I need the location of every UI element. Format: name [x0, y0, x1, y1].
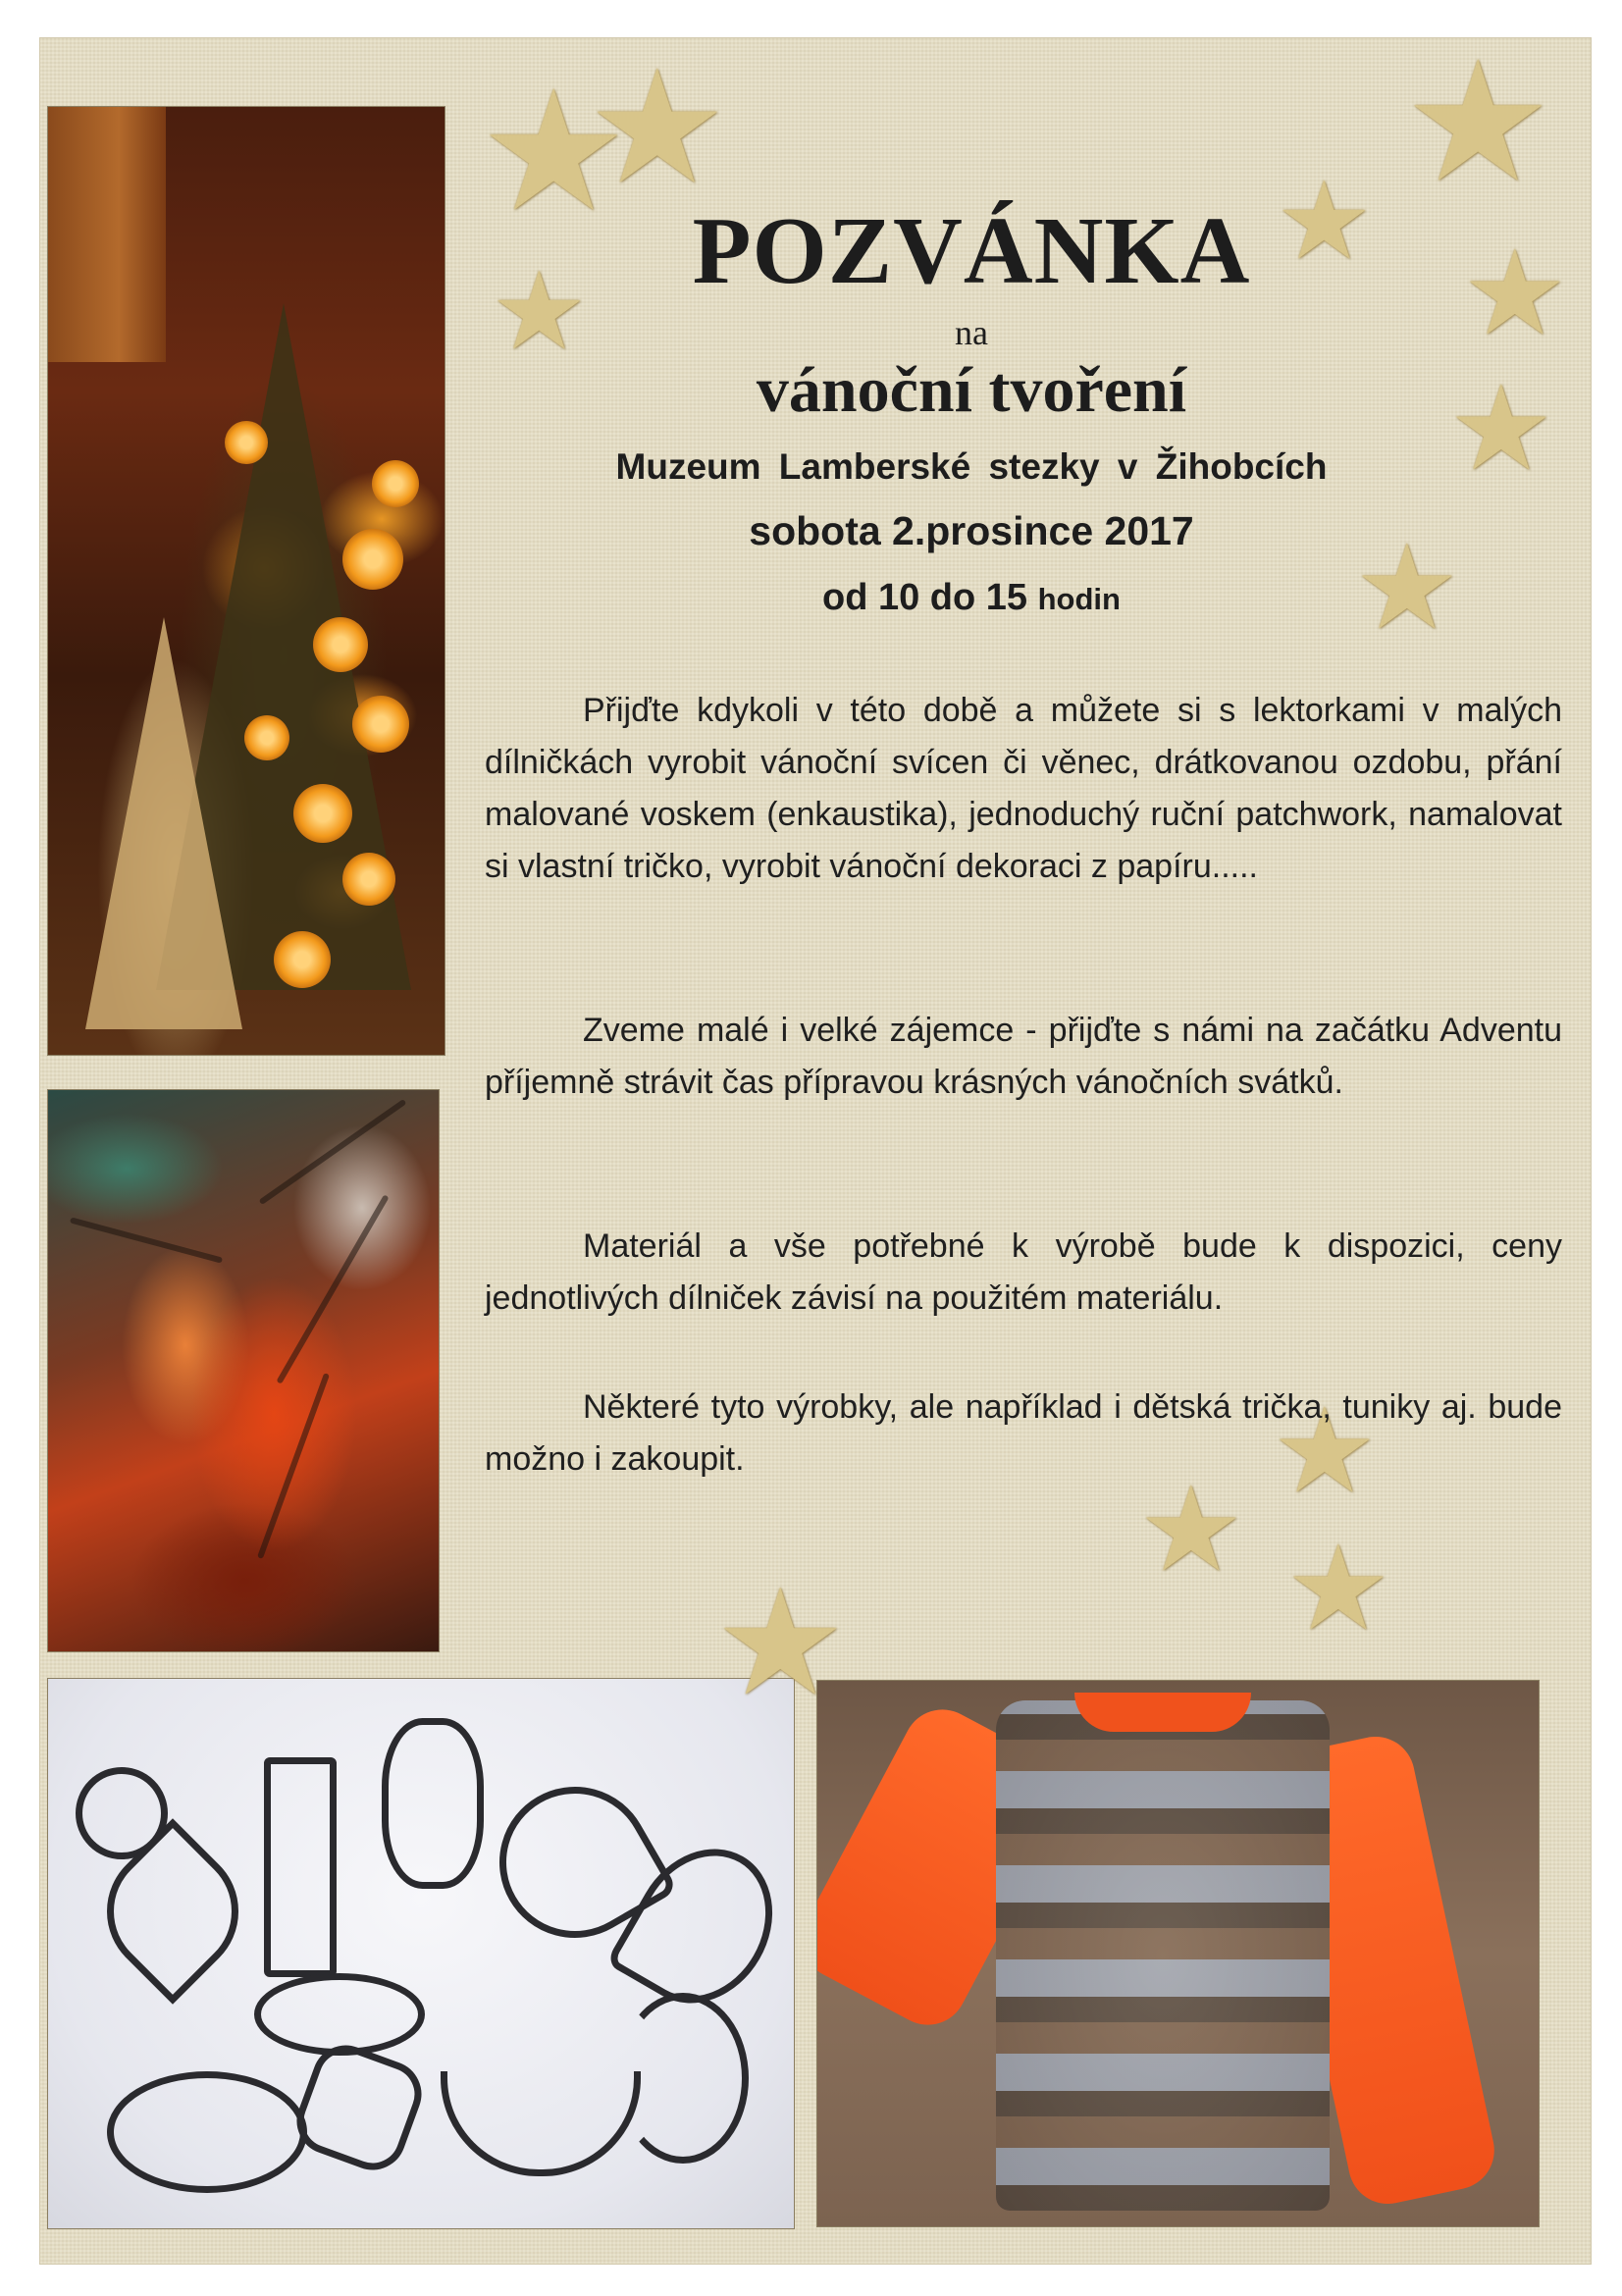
paragraph-text: Zveme malé i velké zájemce - přijďte s námi na začátku Adventu příjemně strávit čas přípravou krásných vánočních svátků.: [485, 1012, 1562, 1101]
paragraph-sales: [485, 1382, 1562, 1486]
star-icon: ★: [714, 1558, 847, 1729]
star-icon: ★: [479, 55, 629, 249]
wire-bow: [254, 1973, 425, 2056]
wax-streak: [70, 1217, 223, 1263]
title-connector: na: [955, 313, 988, 352]
star-icon: ★: [1138, 1462, 1244, 1598]
wax-streak: [259, 1099, 407, 1205]
photo-dried-orange-trees: [47, 106, 445, 1056]
page-title: POZVÁNKA: [692, 198, 1251, 304]
wire-tree-ornament: [382, 1718, 484, 1889]
shirt-collar: [1074, 1693, 1251, 1732]
wire-comet: [617, 1993, 749, 2164]
star-icon: ★: [1272, 1383, 1378, 1520]
star-icon: ★: [1354, 520, 1460, 656]
paragraph-text: Některé tyto výrobky, ale například i dětská trička, tuniky aj. bude možno i zakoupit.: [485, 1388, 1562, 1478]
wire-moon: [441, 2071, 641, 2176]
photo-horse-tshirt: [816, 1680, 1540, 2227]
event-time-unit: hodin: [1037, 582, 1121, 616]
wire-star: [288, 2036, 431, 2179]
photo-encaustic-art: [47, 1089, 440, 1652]
orange-slice: [293, 784, 352, 843]
event-date: sobota 2.prosince 2017: [749, 508, 1194, 553]
orange-slice: [352, 696, 409, 753]
orange-slice: [274, 931, 331, 988]
star-icon: ★: [587, 35, 728, 219]
paragraph-materials: [485, 1221, 1562, 1325]
paragraph-welcome: [485, 1005, 1562, 1109]
paragraph-text: Materiál a vše potřebné k výrobě bude k dispozici, ceny jednotlivých dílniček závisí na použitém materiálu.: [485, 1227, 1562, 1317]
orange-slice: [244, 715, 289, 760]
event-time-range: od 10 do 15: [822, 577, 1028, 618]
shirt-body-horse-print: [996, 1700, 1330, 2211]
star-icon: ★: [1448, 361, 1554, 497]
paragraph-text: Přijďte kdykoli v této době a můžete si s lektorkami v malých dílničkách vyrobit vánoční svícen či věnec, drátkovanou ozdobu, přání malované voskem (enkaustika), jednoduchý ruční patchwork, namalovat si vlastní tričko, vyrobit vánoční dekoraci z papíru.....: [485, 692, 1562, 885]
wax-streak: [257, 1373, 330, 1559]
wax-streak: [276, 1194, 389, 1384]
star-icon: ★: [1462, 226, 1568, 362]
event-name: vánoční tvoření: [756, 354, 1187, 426]
orange-slice: [372, 460, 419, 507]
orange-slice: [342, 529, 403, 590]
star-icon: ★: [1403, 26, 1553, 220]
wooden-shelf: [48, 107, 166, 362]
wire-fish: [107, 2071, 307, 2193]
paragraph-activities: [485, 685, 1562, 893]
orange-slice: [342, 853, 395, 906]
event-time: [510, 577, 1433, 619]
orange-slice: [225, 421, 268, 464]
star-icon: ★: [1276, 158, 1373, 284]
twine-cone-tree: [85, 617, 242, 1029]
event-venue: Muzeum Lamberské stezky v Žihobcích: [615, 446, 1328, 487]
orange-slice: [313, 617, 368, 672]
photo-wire-ornaments: [47, 1678, 795, 2229]
star-icon: ★: [491, 248, 588, 374]
star-icon: ★: [1285, 1521, 1391, 1657]
wire-candle: [264, 1757, 337, 1977]
